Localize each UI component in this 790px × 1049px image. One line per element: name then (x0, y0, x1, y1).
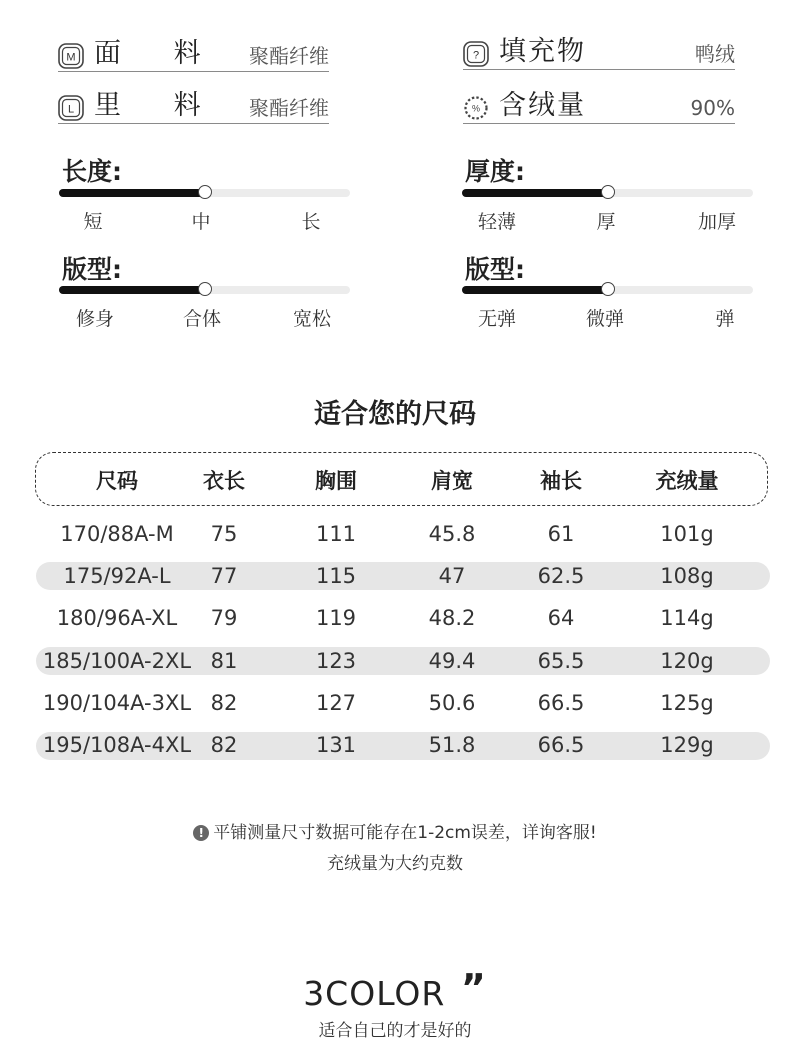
fabric-m-icon (58, 43, 84, 69)
table-cell-size: 185/100A-2XL (42, 649, 192, 673)
table-cell-length: 79 (210, 606, 238, 630)
table-cell-down-weight: 114g (660, 606, 714, 630)
colors-title-text: 3COLOR (303, 974, 446, 1013)
header-sleeve: 袖长 (540, 469, 582, 493)
fabric-label: 面 料 (94, 38, 223, 69)
table-cell-shoulder: 51.8 (428, 733, 476, 757)
attribute-down-content (463, 89, 735, 124)
thickness-scale-title: 厚度: (465, 157, 525, 186)
table-cell-size: 180/96A-XL (56, 606, 178, 630)
length-tick-long: 长 (301, 211, 321, 233)
table-cell-sleeve: 64 (547, 606, 575, 630)
thickness-slider-fill (462, 189, 608, 197)
table-cell-length: 82 (210, 733, 238, 757)
down-weight-note: 充绒量为大约克数 (327, 854, 463, 874)
table-cell-down-weight: 129g (660, 733, 714, 757)
stretch-slider-knob (601, 282, 615, 296)
thickness-tick-thin: 轻薄 (477, 211, 516, 233)
colors-title (0, 966, 790, 1013)
table-cell-chest: 111 (315, 522, 357, 546)
table-cell-sleeve: 66.5 (537, 691, 585, 715)
length-tick-medium: 中 (191, 211, 211, 233)
filling-question-icon (463, 41, 489, 67)
thickness-tick-thick: 厚 (596, 211, 616, 233)
table-cell-length: 77 (210, 564, 238, 588)
table-cell-sleeve: 62.5 (537, 564, 585, 588)
length-slider (59, 189, 350, 197)
stretch-tick-stretchy: 弹 (715, 308, 735, 330)
svg-text:L: L (67, 103, 75, 116)
colors-subtitle: 适合自己的才是好的 (318, 1021, 472, 1041)
header-size: 尺码 (96, 469, 138, 493)
fit-tick-loose: 宽松 (292, 308, 331, 330)
table-cell-down-weight: 120g (660, 649, 714, 673)
attribute-lining (58, 89, 329, 124)
attribute-filling (463, 35, 735, 70)
table-cell-sleeve: 65.5 (537, 649, 585, 673)
table-cell-sleeve: 61 (547, 522, 575, 546)
svg-text:%: % (471, 103, 481, 114)
fit-slider-knob (198, 282, 212, 296)
measurement-note-text: 平铺测量尺寸数据可能存在1-2cm误差，详询客服! (213, 823, 597, 843)
stretch-tick-none: 无弹 (477, 308, 516, 330)
fit-scale-title: 版型: (62, 255, 122, 284)
table-cell-shoulder: 47 (438, 564, 466, 588)
stretch-slider-fill (462, 286, 608, 294)
table-cell-size: 175/92A-L (63, 564, 171, 588)
table-cell-shoulder: 48.2 (428, 606, 476, 630)
header-chest: 胸围 (315, 469, 357, 493)
table-cell-size: 190/104A-3XL (42, 691, 192, 715)
length-slider-fill (59, 189, 205, 197)
table-cell-shoulder: 45.8 (428, 522, 476, 546)
length-scale-title: 长度: (62, 157, 122, 186)
table-cell-length: 81 (210, 649, 238, 673)
table-cell-down-weight: 101g (660, 522, 714, 546)
table-cell-size: 195/108A-4XL (42, 733, 192, 757)
header-length: 衣长 (203, 469, 245, 493)
table-cell-shoulder: 49.4 (428, 649, 476, 673)
lining-l-icon (58, 95, 84, 121)
header-shoulder: 肩宽 (431, 469, 473, 493)
percent-gauge-icon (463, 95, 489, 121)
svg-text:M: M (66, 51, 76, 64)
table-cell-chest: 127 (315, 691, 357, 715)
table-cell-chest: 119 (315, 606, 357, 630)
stretch-scale-title: 版型: (465, 255, 525, 284)
table-cell-shoulder: 50.6 (428, 691, 476, 715)
lining-value: 聚酯纤维 (249, 96, 329, 120)
table-cell-size: 170/88A-M (60, 522, 174, 546)
fit-tick-slim: 修身 (75, 308, 114, 330)
stretch-slider (462, 286, 753, 294)
filling-label: 填充物 (499, 36, 586, 67)
warning-icon: ! (193, 825, 209, 841)
table-cell-chest: 115 (315, 564, 357, 588)
thickness-slider (462, 189, 753, 197)
lining-label: 里 料 (94, 90, 223, 121)
table-cell-down-weight: 108g (660, 564, 714, 588)
fit-tick-regular: 合体 (182, 308, 221, 330)
filling-value: 鸭绒 (695, 42, 735, 66)
fit-slider (59, 286, 350, 294)
length-slider-knob (198, 185, 212, 199)
stretch-tick-slight: 微弹 (585, 308, 624, 330)
length-tick-short: 短 (83, 211, 103, 233)
table-cell-chest: 131 (315, 733, 357, 757)
header-down-weight: 充绒量 (655, 469, 719, 493)
table-cell-sleeve: 66.5 (537, 733, 585, 757)
quote-mark-icon: ” (460, 966, 487, 1010)
down-content-value: 90% (690, 96, 735, 120)
measurement-note (0, 818, 790, 843)
fabric-value: 聚酯纤维 (249, 44, 329, 68)
thickness-tick-extra-thick: 加厚 (697, 211, 736, 233)
table-cell-length: 82 (210, 691, 238, 715)
svg-text:?: ? (472, 49, 480, 62)
table-cell-length: 75 (210, 522, 238, 546)
table-cell-down-weight: 125g (660, 691, 714, 715)
attribute-fabric (58, 37, 329, 72)
table-cell-chest: 123 (315, 649, 357, 673)
fit-slider-fill (59, 286, 205, 294)
thickness-slider-knob (601, 185, 615, 199)
size-table-title: 适合您的尺码 (314, 399, 476, 430)
down-content-label: 含绒量 (499, 90, 586, 121)
